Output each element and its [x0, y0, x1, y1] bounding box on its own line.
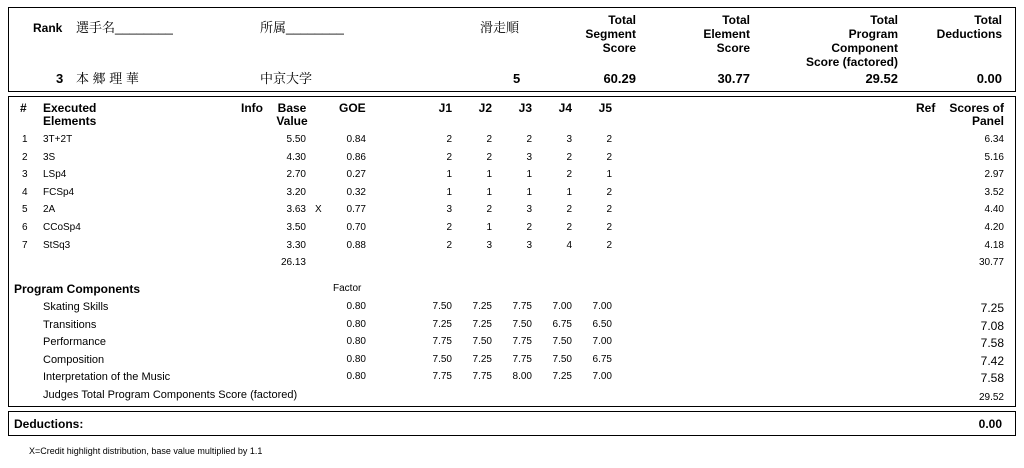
- judge-mark: 7.75: [472, 371, 492, 383]
- element-base-value: 4.30: [286, 151, 306, 163]
- element-goe: 0.70: [346, 222, 366, 233]
- judge-score: 1: [486, 222, 492, 233]
- judge-mark: 7.75: [432, 371, 452, 383]
- judge-score: 2: [486, 204, 492, 216]
- element-name: 2A: [43, 204, 56, 216]
- component-factor: 0.80: [346, 318, 366, 330]
- judge-score: 1: [446, 186, 452, 198]
- component-panel-score: 7.58: [980, 336, 1004, 351]
- rank-header: Rank: [33, 21, 63, 35]
- judge-mark: 7.25: [472, 318, 492, 330]
- element-name: 3S: [43, 151, 56, 163]
- judge-score: 2: [606, 222, 612, 233]
- component-factor: 0.80: [346, 353, 366, 365]
- j2-header: J2: [478, 101, 492, 115]
- judge-score: 2: [526, 134, 532, 145]
- judge-score: 2: [566, 169, 572, 181]
- judge-score: 2: [606, 186, 612, 198]
- footnote: X=Credit highlight distribution, base value multiplied by 1.1: [29, 446, 263, 456]
- element-goe: 0.27: [346, 169, 366, 181]
- component-factor: 0.80: [346, 301, 366, 312]
- judge-score: 2: [446, 222, 452, 233]
- panel-header: Scores of Panel: [949, 101, 1004, 128]
- element-base-value: 3.63: [286, 204, 306, 216]
- element-name: 3T+2T: [43, 134, 73, 145]
- tes-value: 30.77: [717, 71, 750, 86]
- element-base-value: 2.70: [286, 169, 306, 181]
- judge-score: 2: [486, 134, 492, 145]
- judge-mark: 7.25: [552, 371, 572, 383]
- judge-score: 1: [446, 169, 452, 181]
- element-goe: 0.77: [346, 204, 366, 216]
- base-total: 26.13: [280, 257, 306, 268]
- judge-score: 2: [566, 204, 572, 216]
- element-panel-score: 4.18: [984, 239, 1004, 251]
- ded-header: Total Deductions: [936, 13, 1002, 41]
- factor-header: Factor: [333, 283, 362, 294]
- judge-score: 2: [446, 151, 452, 163]
- pcs-total-value: 29.52: [978, 392, 1004, 403]
- element-base-value: 3.50: [286, 222, 306, 233]
- element-base-value: 5.50: [286, 134, 306, 145]
- element-panel-score: 3.52: [984, 186, 1004, 198]
- judge-score: 3: [526, 239, 532, 251]
- judge-score: 1: [606, 169, 612, 181]
- judge-score: 1: [526, 186, 532, 198]
- pcs-value: 29.52: [865, 71, 898, 86]
- judge-score: 1: [566, 186, 572, 198]
- goe-header: GOE: [339, 101, 366, 115]
- judge-score: 2: [566, 151, 572, 163]
- judge-score: 1: [526, 169, 532, 181]
- component-name: Transitions: [43, 318, 97, 331]
- element-num: 3: [22, 169, 28, 181]
- judge-score: 2: [446, 239, 452, 251]
- judge-score: 1: [486, 169, 492, 181]
- element-panel-score: 4.40: [984, 204, 1004, 216]
- tes-header: Total Element Score: [703, 13, 750, 55]
- starting-order: 5: [513, 71, 521, 86]
- component-name: Composition: [43, 353, 105, 366]
- element-num: 5: [22, 204, 28, 216]
- element-base-value: 3.20: [286, 186, 306, 198]
- rank-value: 3: [56, 71, 64, 86]
- element-num: 7: [22, 239, 28, 251]
- judge-score: 2: [446, 134, 452, 145]
- club-name: 中京大学: [260, 71, 313, 86]
- judge-score: 3: [566, 134, 572, 145]
- skater-name: 本 郷 理 華: [76, 71, 139, 86]
- element-num: 4: [22, 186, 28, 198]
- club-header: 所属________: [260, 20, 344, 35]
- judge-mark: 7.50: [472, 336, 492, 348]
- element-num: 2: [22, 151, 28, 163]
- num-header: #: [20, 101, 27, 115]
- element-goe: 0.88: [346, 239, 366, 251]
- judge-score: 3: [446, 204, 452, 216]
- judge-mark: 6.50: [592, 318, 612, 330]
- element-name: StSq3: [43, 239, 71, 251]
- element-num: 1: [22, 134, 28, 145]
- judge-mark: 7.50: [552, 336, 572, 348]
- element-panel-score: 4.20: [984, 222, 1004, 233]
- judge-score: 3: [526, 204, 532, 216]
- judge-mark: 7.50: [552, 353, 572, 365]
- panel-total: 30.77: [978, 257, 1004, 268]
- exec-header: Executed Elements: [43, 101, 97, 128]
- component-name: Interpretation of the Music: [43, 371, 171, 384]
- components-title: Program Components: [14, 282, 141, 296]
- name-header: 選手名________: [76, 20, 173, 35]
- component-name: Skating Skills: [43, 301, 109, 313]
- judge-score: 4: [566, 239, 572, 251]
- component-panel-score: 7.25: [980, 301, 1004, 315]
- j5-header: J5: [598, 101, 612, 115]
- judge-score: 2: [606, 204, 612, 216]
- component-factor: 0.80: [346, 371, 366, 383]
- element-name: LSp4: [43, 169, 67, 181]
- order-header: 滑走順: [480, 20, 520, 35]
- ref-header: Ref: [916, 101, 936, 115]
- judge-score: 2: [606, 134, 612, 145]
- judge-mark: 7.50: [512, 318, 532, 330]
- judge-mark: 7.75: [432, 336, 452, 348]
- element-info: X: [315, 204, 322, 216]
- judge-score: 1: [486, 186, 492, 198]
- judge-mark: 6.75: [552, 318, 572, 330]
- element-panel-score: 2.97: [984, 169, 1004, 181]
- element-goe: 0.86: [346, 151, 366, 163]
- j4-header: J4: [558, 101, 572, 115]
- tss-value: 60.29: [603, 71, 636, 86]
- element-goe: 0.32: [346, 186, 366, 198]
- judge-mark: 7.75: [512, 336, 532, 348]
- tss-header: Total Segment Score: [585, 13, 636, 55]
- judge-mark: 8.00: [512, 371, 532, 383]
- component-panel-score: 7.42: [980, 353, 1004, 368]
- judge-mark: 7.00: [552, 301, 572, 312]
- component-panel-score: 7.08: [980, 318, 1004, 333]
- j3-header: J3: [518, 101, 532, 115]
- judge-score: 2: [606, 239, 612, 251]
- judge-mark: 7.50: [432, 353, 452, 365]
- deductions-box: [8, 411, 1016, 436]
- element-goe: 0.84: [346, 134, 366, 145]
- deductions-value: 0.00: [978, 417, 1002, 431]
- element-panel-score: 5.16: [984, 151, 1004, 163]
- judge-mark: 7.25: [472, 301, 492, 312]
- judge-mark: 7.00: [592, 336, 612, 348]
- deductions-label: Deductions:: [14, 417, 84, 431]
- info-header: Info: [241, 101, 263, 115]
- pcs-total-label: Judges Total Program Components Score (factored): [43, 389, 298, 401]
- judge-mark: 7.00: [592, 371, 612, 383]
- element-name: CCoSp4: [43, 222, 81, 233]
- judge-score: 2: [566, 222, 572, 233]
- component-name: Performance: [43, 336, 106, 349]
- element-name: FCSp4: [43, 186, 75, 198]
- judge-score: 3: [526, 151, 532, 163]
- judge-mark: 7.75: [512, 353, 532, 365]
- component-factor: 0.80: [346, 336, 366, 348]
- judge-mark: 7.25: [472, 353, 492, 365]
- judge-score: 2: [526, 222, 532, 233]
- judge-mark: 7.75: [512, 301, 532, 312]
- judge-score: 2: [606, 151, 612, 163]
- judge-mark: 7.50: [432, 301, 452, 312]
- base-header: Base Value: [276, 101, 308, 128]
- ded-value: 0.00: [976, 71, 1002, 86]
- judge-mark: 7.00: [592, 301, 612, 312]
- pcs-header: Total Program Component Score (factored): [805, 13, 898, 69]
- judge-mark: 6.75: [592, 353, 612, 365]
- judge-score: 2: [486, 151, 492, 163]
- j1-header: J1: [438, 101, 452, 115]
- judge-score: 3: [486, 239, 492, 251]
- element-num: 6: [22, 222, 28, 233]
- element-base-value: 3.30: [286, 239, 306, 251]
- judge-mark: 7.25: [432, 318, 452, 330]
- element-panel-score: 6.34: [984, 134, 1004, 145]
- component-panel-score: 7.58: [980, 371, 1004, 386]
